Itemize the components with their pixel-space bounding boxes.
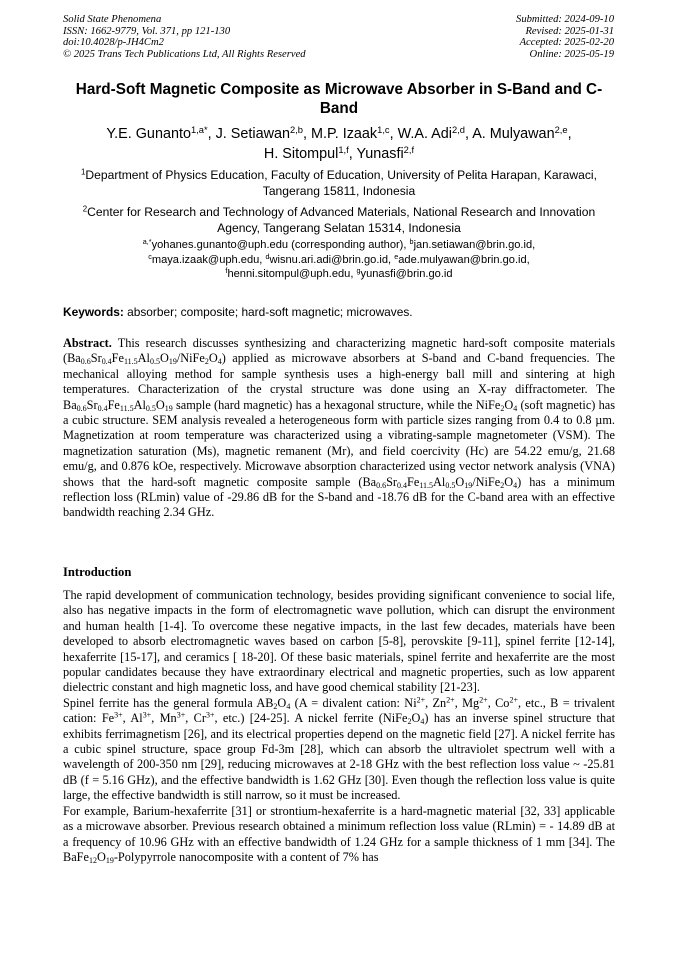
publication-dates <box>516 14 614 60</box>
revised-date: Revised: 2025-01-31 <box>525 25 614 37</box>
submitted-date: Submitted: 2024-09-10 <box>516 14 614 25</box>
author: Yunasfi$^{2,f}$ <box>356 144 415 162</box>
keywords-text: absorber; composite; hard-soft magnetic; microwaves. <box>123 305 413 319</box>
paragraph: The rapid development of communication technology, besides providing significant convenience to social life, also has negative impacts in the form of electromagnetic wave pollution, which can disrupt the environment and human health [1-4]. To overcome these negative impacts, in the last few decades, materials have been developed to absorb electromagnetic waves based on carbon [5-8], perovskite [9-11], spinel ferrite [12-14], hexaferrite [15-17], and ceramics [ 18-20]. Of these basic materials, spinel ferrite and hexaferrite are the most popular candidates because they have extraordinary electrical and magnetic properties, such as low apparent dielectric constant and high magnetic loss, and have good chemical stability [21-23]. <box>63 588 615 695</box>
author: H. Sitompul$^{1,f}$ <box>263 144 349 162</box>
copyright-line: © 2025 Trans Tech Publications Ltd, All Rights Reserved <box>63 48 306 60</box>
email: $^f$henni.sitompul@uph.edu, <box>225 266 357 280</box>
paper-title: Hard-Soft Magnetic Composite as Microwave Absorber in S-Band and C-Band <box>75 81 603 117</box>
issn-line: ISSN: 1662-9779, Vol. 371, pp 121-130 <box>63 25 231 37</box>
abstract-label: Abstract. <box>63 336 112 350</box>
journal-name: Solid State Phenomena <box>63 14 162 25</box>
online-date: Online: 2025-05-19 <box>529 48 614 60</box>
abstract <box>63 336 615 521</box>
journal-info <box>63 14 306 60</box>
email: $^e$ade.mulyawan@brin.go.id, <box>394 251 530 266</box>
affiliation-1: $^1$Department of Physics Education, Faculty of Education, University of Pelita Harapan, Karawaci, Tangerang 15811, Indonesia <box>81 167 597 198</box>
author-emails <box>63 238 615 282</box>
author: J. Setiawan$^{2,b}$ <box>215 124 303 142</box>
paragraph: For example, Barium-hexaferrite [31] or strontium-hexaferrite is a hard-magnetic material [32, 33] applicable as a microwave absorber. Previous research obtained a minimum reflection loss value (RLmin) = - 14.89 dB at a frequency of 10.96 GHz with an effective bandwidth of 1.24 GHz for a sample thickness of 1 mm [34]. The $BaFe_{12}O_{19}$-Polypyrrole nanocomposite with a content of 7% has <box>63 803 615 865</box>
accepted-date: Accepted: 2025-02-20 <box>519 37 614 49</box>
author-list: Y.E. Gunanto$^{1,a*}$, J. Setiawan$^{2,b}$, M.P. Izaak$^{1,c}$, W.A. Adi$^{2,d}$, A. Mulyawan$^{2,e}$, H. Sitompul$^{1,f}$, Yunasfi$^{2,f}$ <box>106 124 572 162</box>
email: $^c$maya.izaak@uph.edu, <box>148 251 266 266</box>
introduction-body <box>63 588 615 865</box>
email: $^g$yunasfi@brin.go.id <box>356 266 453 280</box>
email: $^{a,*}$yohanes.gunanto@uph.edu (corresponding author), <box>142 237 410 251</box>
affiliation-2: $^2$Center for Research and Technology of Advanced Materials, National Research and Innovation Agency, Tangerang Selatan 15314, Indonesia <box>82 204 596 235</box>
author: A. Mulyawan$^{2,e}$ <box>472 124 568 142</box>
email: $^d$wisnu.ari.adi@brin.go.id, <box>265 251 395 266</box>
abstract-text: This research discusses synthesizing and characterizing magnetic hard-soft composite materials $(Ba_{0.6}Sr_{0.4}Fe_{11.5}Al_{0.5}O_{19}/NiFe_2O_4)$ applied as microwave absorbers at S-band and C-band frequencies. The mechanical alloying method for sample synthesis uses a high-energy ball mill and sintering at high temperatures. Characterization of the crystal structure was done using an X-ray diffractometer. The $Ba_{0.6}Sr_{0.4}Fe_{11.5}Al_{0.5}O_{19}$ sample (hard magnetic) has a hexagonal structure, while the $NiFe_2O_4$ (soft magnetic) has a cubic structure. SEM analysis revealed a heterogeneous form with particle sizes ranging from 0.4 to 0.8 µm. Magnetization at room temperature was characterized using a vibrating-sample magnetometer (VSM). The magnetization saturation (Ms), magnetic remanent (Mr), and field coercivity (Hc) are 54.22 emu/g, 21.68 emu/g, and 0.876 kOe, respectively. Microwave absorption characterized using vector network analysis (VNA) shows that the hard-soft magnetic composite sample $(Ba_{0.6}Sr_{0.4}Fe_{11.5}Al_{0.5}O_{19}/NiFe_2O_4)$ has a minimum reflection loss (RLmin) value of -29.86 dB for the S-band and -18.76 dB for the C-band area with an effective bandwidth reaching 2.34 GHz. <box>63 336 615 520</box>
doi-line: doi:10.4028/p-JH4Cm2 <box>63 37 164 49</box>
section-heading-introduction: Introduction <box>63 565 132 579</box>
paragraph: Spinel ferrite has the general formula $AB_2O_4$ (A = divalent cation: $Ni^{2+}$, $Zn^{2+}$, $Mg^{2+}$, $Co^{2+}$, etc., B = trivalent cation: $Fe^{3+}$, $Al^{3+}$, $Mn^{3+}$, $Cr^{3+}$, etc.) [24-25]. A nickel ferrite $(NiFe_2O_4)$ has an inverse spinel structure that exhibits ferrimagnetism [26], and its electrical properties depend on the magnetic field [27]. A nickel ferrite has a cubic spinel structure, space group Fd-3m [28], which can absorb the ultraviolet spectrum well with a wavelength of 200-350 nm [29], reducing microwaves at 2-18 GHz with the best reflection loss value ~ -25.81 dB (f = 5.16 GHz), and the effective bandwidth is 1.62 GHz [30]. Even though the reflection loss value is quite large, the effective bandwidth is still narrow, so it must be increased. <box>63 695 615 803</box>
author: Y.E. Gunanto$^{1,a*}$ <box>106 124 208 142</box>
email: $^b$jan.setiawan@brin.go.id, <box>409 237 536 251</box>
keywords-label: Keywords: <box>63 305 124 319</box>
author: M.P. Izaak$^{1,c}$ <box>311 124 390 142</box>
keywords <box>63 305 623 319</box>
author: W.A. Adi$^{2,d}$ <box>397 124 465 142</box>
